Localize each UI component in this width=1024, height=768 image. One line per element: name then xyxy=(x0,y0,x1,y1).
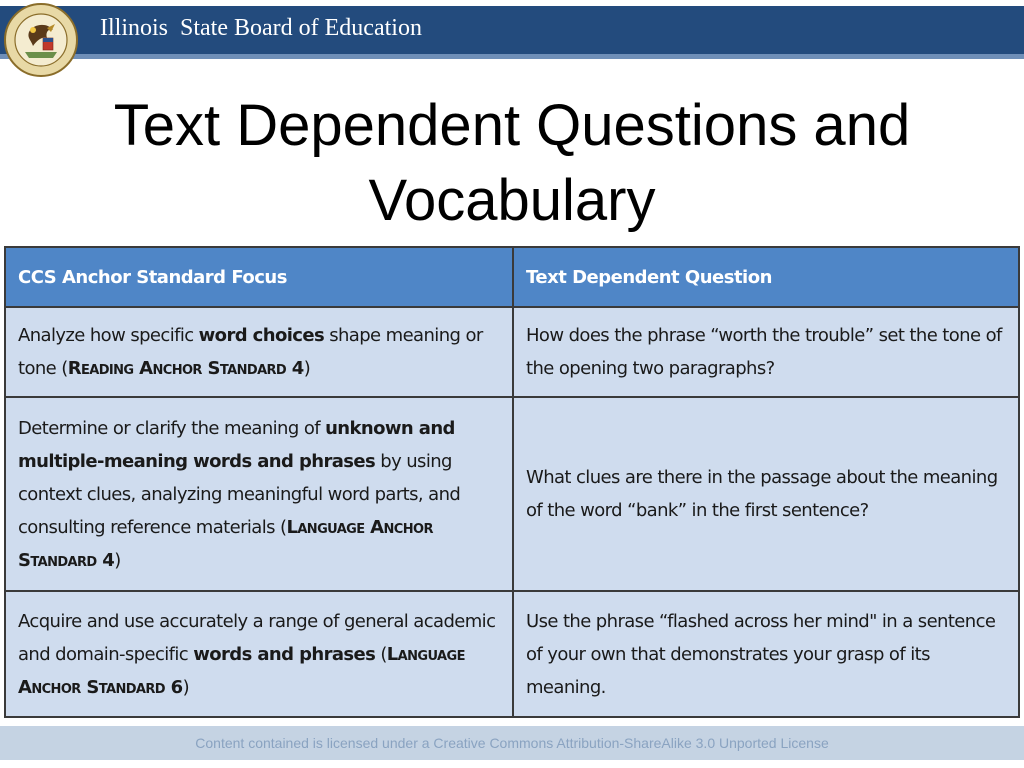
standards-table xyxy=(4,246,1020,718)
table-row xyxy=(5,307,1019,397)
question-cell: What clues are there in the passage about the meaning of the word “bank” in the first sentence? xyxy=(513,397,1019,591)
focus-text: Determine or clarify the meaning of xyxy=(18,417,326,439)
focus-cell xyxy=(5,591,513,717)
standard-reference: Language Anchor Standard 4 xyxy=(18,516,433,571)
license-notice: Content contained is licensed under a Creative Commons Attribution-ShareAlike 3.0 Unported License xyxy=(195,735,829,751)
focus-text: by using context clues, analyzing meaningful word parts, and consulting reference materials ( xyxy=(18,450,461,538)
organization-name: Illinois State Board of Education xyxy=(100,15,422,41)
focus-keyword: word choices xyxy=(198,325,325,346)
slide-title-line-2: Vocabulary xyxy=(368,168,656,234)
question-cell: Use the phrase “flashed across her mind" in a sentence of your own that demonstrates your grasp of its meaning. xyxy=(513,591,1019,717)
table-row xyxy=(5,397,1019,591)
header-stripe xyxy=(0,54,1024,59)
slide-title-line-1: Text Dependent Questions and xyxy=(113,93,911,158)
slide-title xyxy=(0,88,1024,239)
focus-text: ( xyxy=(375,643,387,665)
focus-text: ) xyxy=(182,676,190,698)
focus-cell xyxy=(5,397,513,591)
standard-reference: Reading Anchor Standard 4 xyxy=(67,358,304,379)
column-header-question: Text Dependent Question xyxy=(513,247,1019,307)
focus-keyword: unknown and multiple-meaning words and phrases xyxy=(18,417,455,472)
focus-text: ) xyxy=(114,549,121,571)
standard-reference: Language Anchor Standard 6 xyxy=(18,643,465,698)
focus-text: Analyze how specific xyxy=(18,325,199,346)
focus-cell xyxy=(5,307,513,397)
focus-text: ) xyxy=(303,358,311,379)
state-seal-icon xyxy=(3,2,79,78)
column-header-focus: CCS Anchor Standard Focus xyxy=(5,247,513,307)
table-row xyxy=(5,591,1019,717)
table-header-row xyxy=(5,247,1019,307)
focus-keyword: words and phrases xyxy=(193,643,376,665)
question-cell: How does the phrase “worth the trouble” set the tone of the opening two paragraphs? xyxy=(513,307,1019,397)
focus-text: shape meaning or tone ( xyxy=(18,325,483,379)
focus-text: Acquire and use accurately a range of general academic and domain-specific xyxy=(18,610,496,665)
